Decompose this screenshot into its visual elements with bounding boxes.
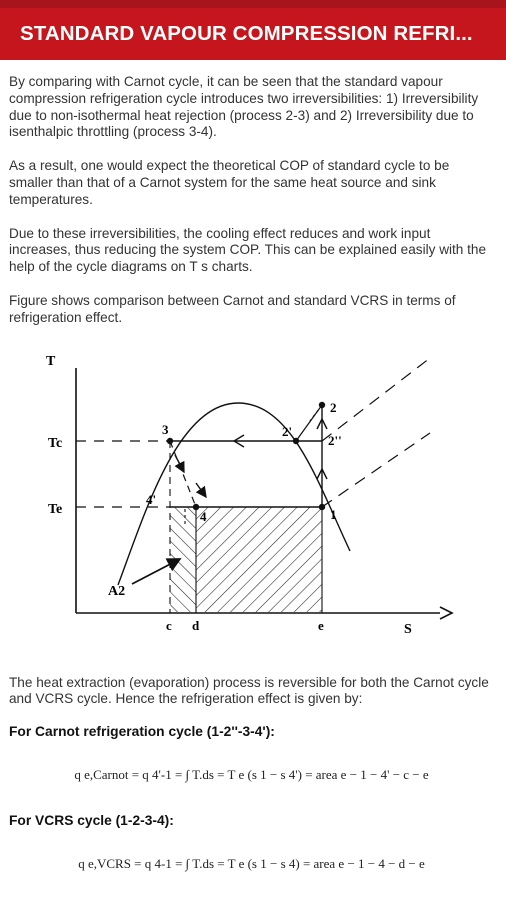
label-point-2p: 2' bbox=[282, 423, 293, 439]
point-2p bbox=[293, 437, 299, 443]
point-2 bbox=[319, 401, 325, 407]
ts-diagram bbox=[0, 333, 506, 653]
label-point-2dp: 2'' bbox=[328, 432, 342, 448]
status-bar bbox=[0, 0, 506, 8]
paragraph-cop: As a result, one would expect the theoretical COP of standard cycle to be smaller than that of a Carnot system for the same heat source and sink temperatures. bbox=[9, 158, 450, 207]
label-a2: A2 bbox=[108, 583, 126, 599]
vcrs-heading: For VCRS cycle (1-2-3-4): bbox=[9, 813, 174, 829]
vcrs-equation bbox=[9, 838, 494, 890]
point-4 bbox=[193, 503, 199, 509]
label-point-3: 3 bbox=[162, 421, 169, 437]
paragraph-irreversibilities: By comparing with Carnot cycle, it can be seen that the standard vapour compression refrigeration cycle introduces two irreversibilities: 1) Irreversibility due to non-isothermal heat rejection (process 2-3) and 2) Irreversibility due to isenthalpic throttling (process 3-4). bbox=[9, 74, 479, 140]
point-3 bbox=[167, 437, 173, 443]
label-s-axis: S bbox=[404, 621, 412, 637]
superheat-line-upper bbox=[322, 358, 430, 441]
paragraph-figure-intro: Figure shows comparison between Carnot and standard VCRS in terms of refrigeration effect. bbox=[9, 292, 456, 325]
throttle-arrow-1 bbox=[175, 455, 184, 472]
paragraph-heat-extraction: The heat extraction (evaporation) process is reversible for both the Carnot cycle and VCRS cycle. Hence the refrigeration effect is given by: bbox=[9, 674, 489, 707]
label-t-axis: T bbox=[46, 353, 56, 369]
label-point-4: 4 bbox=[200, 508, 207, 524]
carnot-equation bbox=[9, 749, 494, 801]
s-axis-arrow bbox=[440, 607, 452, 619]
page-title: STANDARD VAPOUR COMPRESSION REFRI... bbox=[20, 22, 473, 45]
label-point-2: 2 bbox=[330, 399, 337, 415]
label-te: Te bbox=[48, 501, 63, 517]
area-vcrs bbox=[196, 507, 322, 612]
throttle-path bbox=[170, 441, 196, 507]
vcrs-equation-text: q e,VCRS = q 4-1 = ∫ T.ds = T e (s 1 − s 4) = area e − 1 − 4 − d − e bbox=[78, 856, 425, 872]
label-d: d bbox=[192, 617, 200, 633]
label-point-4p: 4' bbox=[146, 491, 157, 507]
label-e: e bbox=[318, 617, 324, 633]
paragraph-cooling-effect: Due to these irreversibilities, the cooling effect reduces and work input increases, thus reducing the system COP. This can be explained easily with the help of the cycle diagrams on T s charts. bbox=[9, 225, 487, 275]
label-point-1: 1 bbox=[330, 506, 337, 522]
article-content bbox=[0, 60, 506, 890]
app-bar bbox=[0, 8, 506, 60]
throttle-arrow-2 bbox=[196, 483, 206, 497]
label-tc: Tc bbox=[48, 435, 63, 451]
ts-diagram-figure bbox=[0, 333, 503, 653]
carnot-heading: For Carnot refrigeration cycle (1-2''-3-4'): bbox=[9, 724, 275, 740]
carnot-equation-text: q e,Carnot = q 4'-1 = ∫ T.ds = T e (s 1 − s 4') = area e − 1 − 4' − c − e bbox=[74, 767, 429, 783]
point-1 bbox=[319, 503, 325, 509]
area-a2 bbox=[170, 507, 196, 612]
label-c: c bbox=[166, 617, 172, 633]
